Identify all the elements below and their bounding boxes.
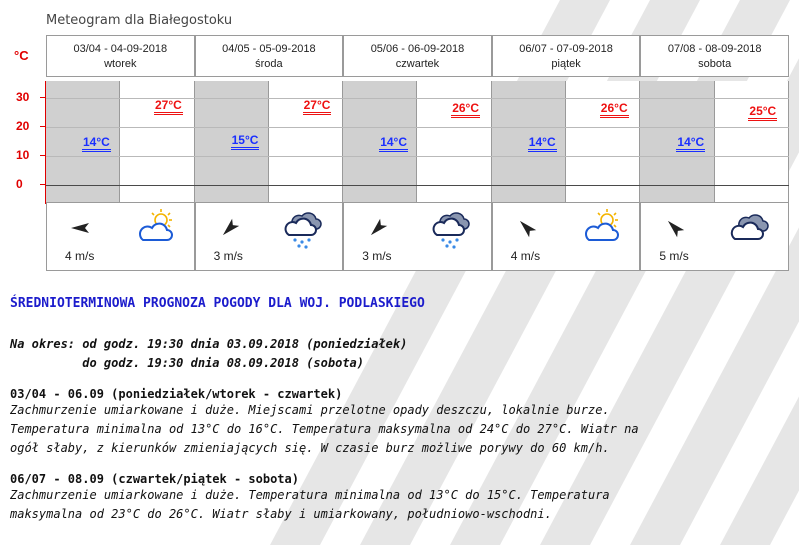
wind-direction-icon [663, 216, 687, 240]
weather-box [46, 202, 195, 271]
wind-direction-icon [69, 216, 93, 240]
axis-line [45, 81, 46, 204]
day-header [492, 35, 641, 77]
day-weekday: piątek [551, 58, 581, 70]
min-temperature-label: 15°C [231, 134, 260, 150]
weather-box [195, 202, 344, 271]
day-header [195, 35, 344, 77]
wind-direction-icon [515, 216, 539, 240]
day-header [343, 35, 492, 77]
gridline-0 [640, 185, 789, 186]
max-temperature-label: 27°C [303, 99, 332, 115]
wind-speed: 4 m/s [65, 249, 95, 263]
gridline-10 [492, 156, 641, 157]
day-column [195, 35, 344, 271]
section-line: Zachmurzenie umiarkowane i duże. Temperatura minimalna od 13°C do 15°C. Temperatura [10, 488, 610, 502]
tick-mark [40, 184, 46, 185]
forecast-period [10, 335, 790, 373]
temperature-axis [0, 81, 46, 204]
max-temperature-label: 26°C [600, 102, 629, 118]
tick-10: 10 [16, 148, 30, 162]
weather-box [492, 202, 641, 271]
forecast-section [10, 472, 790, 524]
gridline-20 [492, 127, 641, 128]
temperature-chart-cell [343, 81, 492, 204]
day-date: 03/04 - 04-09-2018 [73, 43, 168, 55]
day-header [640, 35, 789, 77]
cloud-rain-thunder-icon [284, 207, 326, 249]
section-title: 06/07 - 08.09 (czwartek/piątek - sobota) [10, 472, 299, 486]
wind-speed: 4 m/s [510, 249, 541, 263]
min-temperature-label: 14°C [82, 136, 111, 152]
day-date: 06/07 - 07-09-2018 [519, 43, 613, 55]
wind-direction-icon [366, 216, 390, 240]
day-date: 04/05 - 05-09-2018 [222, 43, 316, 55]
tick-mark [40, 97, 46, 98]
gridline-10 [343, 156, 492, 157]
day-header [46, 35, 195, 77]
section-body [10, 401, 790, 458]
temperature-chart-cell [640, 81, 789, 204]
day-weekday: sobota [698, 58, 732, 70]
gridline-10 [640, 156, 789, 157]
max-temperature-label: 25°C [748, 105, 777, 121]
wind-speed: 3 m/s [213, 249, 243, 263]
tick-0: 0 [16, 177, 23, 191]
gridline-30 [640, 98, 789, 99]
temperature-chart-cell [46, 81, 195, 204]
forecast-headline: ŚREDNIOTERMINOWA PROGNOZA POGODY DLA WOJ. PODLASKIEGO [10, 296, 425, 311]
cloudy-icon [729, 207, 771, 249]
gridline-20 [46, 127, 195, 128]
day-column [492, 35, 641, 271]
section-title: 03/04 - 06.09 (poniedziałek/wtorek - czwartek) [10, 387, 343, 401]
day-date: 05/06 - 06-09-2018 [370, 43, 465, 55]
section-line: Zachmurzenie umiarkowane i duże. Miejscami przelotne opady deszczu, lokalnie burze. [10, 403, 610, 417]
day-weekday: czwartek [395, 58, 440, 70]
max-temperature-label: 27°C [154, 99, 183, 115]
weather-box [343, 202, 492, 271]
gridline-0 [343, 185, 492, 186]
gridline-20 [640, 127, 789, 128]
gridline-20 [195, 127, 344, 128]
section-line: ogół słaby, z kierunków zmieniających się. W czasie burz możliwe porywy do 60 km/h. [10, 441, 610, 455]
min-temperature-label: 14°C [676, 136, 705, 152]
meteogram-title: Meteogram dla Białegostoku [46, 13, 233, 28]
day-weekday: wtorek [104, 58, 137, 70]
min-temperature-label: 14°C [379, 136, 408, 152]
section-body [10, 486, 790, 524]
gridline-0 [195, 185, 344, 186]
min-temperature-label: 14°C [528, 136, 557, 152]
day-column [46, 35, 195, 271]
wind-speed: 3 m/s [362, 249, 392, 263]
gridline-20 [343, 127, 492, 128]
weather-box [640, 202, 789, 271]
day-date: 07/08 - 08-09-2018 [667, 43, 762, 55]
section-line: Temperatura minimalna od 13°C do 16°C. Temperatura maksymalna od 24°C do 27°C. Wiatr na [10, 422, 639, 436]
temperature-chart-cell [492, 81, 641, 204]
cloud-rain-thunder-icon [432, 207, 474, 249]
tick-mark [40, 155, 46, 156]
gridline-10 [46, 156, 195, 157]
day-column [343, 35, 492, 271]
period-to: do godz. 19:30 dnia 08.09.2018 (sobota) [10, 356, 365, 370]
meteogram-grid [46, 35, 789, 271]
gridline-0 [46, 185, 195, 186]
day-weekday: środa [255, 58, 283, 70]
temperature-unit: °C [14, 48, 29, 63]
gridline-30 [343, 98, 492, 99]
section-line: maksymalna od 23°C do 26°C. Wiatr słaby i umiarkowany, południowo-wschodni. [10, 507, 552, 521]
max-temperature-label: 26°C [451, 102, 480, 118]
period-from: Na okres: od godz. 19:30 dnia 03.09.2018 (poniedziałek) [10, 337, 408, 351]
partly-cloudy-sun-icon [581, 207, 623, 249]
temperature-chart-cell [195, 81, 344, 204]
day-column [640, 35, 789, 271]
tick-30: 30 [16, 90, 30, 104]
gridline-0 [492, 185, 641, 186]
tick-mark [40, 126, 46, 127]
wind-speed: 5 m/s [659, 249, 689, 263]
gridline-30 [492, 98, 641, 99]
forecast-text [10, 296, 790, 524]
gridline-10 [195, 156, 344, 157]
tick-20: 20 [16, 119, 30, 133]
forecast-section [10, 387, 790, 458]
wind-direction-icon [218, 216, 242, 240]
partly-cloudy-sun-icon [135, 207, 177, 249]
